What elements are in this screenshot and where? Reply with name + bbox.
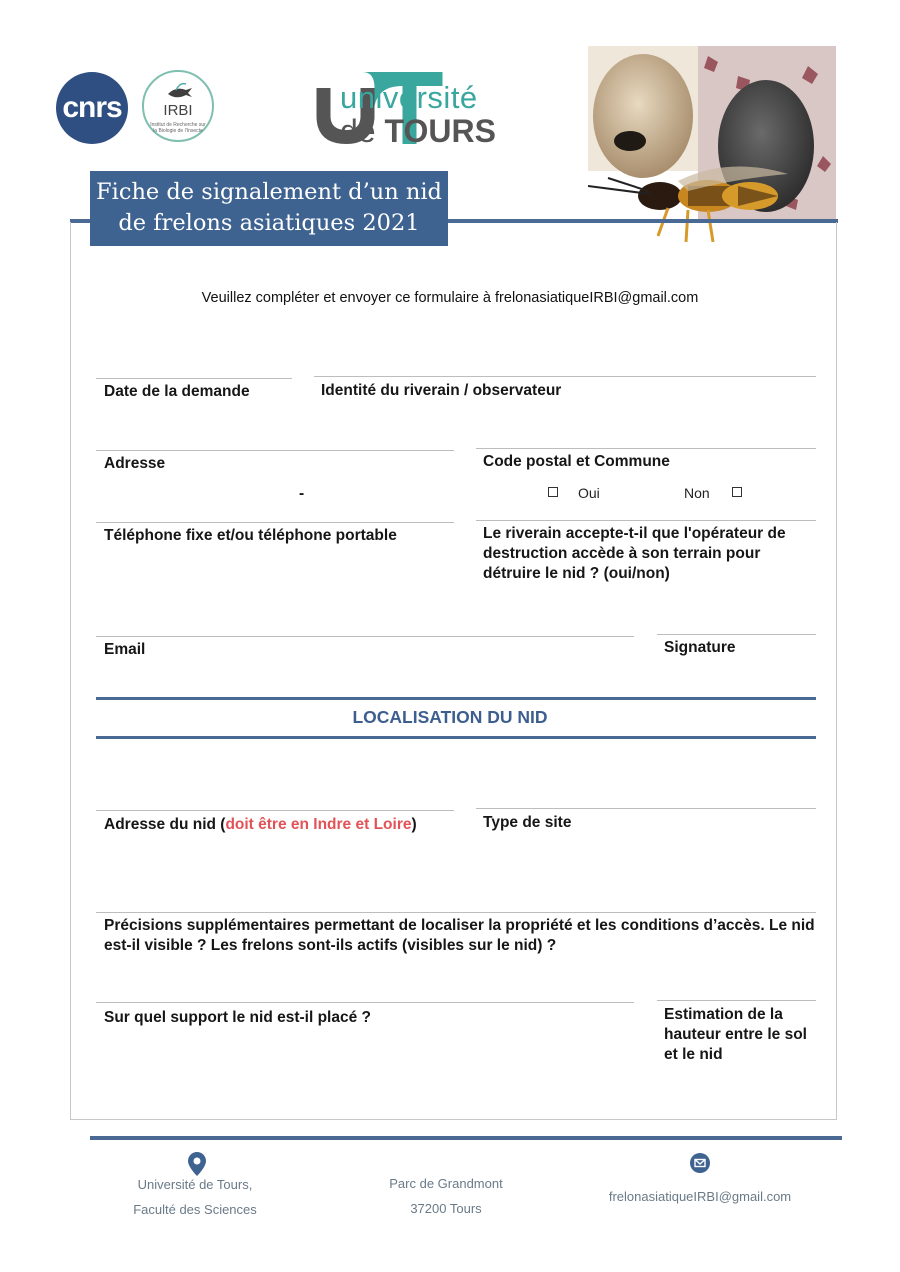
footer-col1-line2: Faculté des Sciences <box>133 1202 257 1217</box>
cnrs-logo <box>56 72 128 144</box>
details-field-line[interactable] <box>96 912 816 913</box>
footer-rule <box>90 1136 842 1140</box>
form-title-line2: de frelons asiatiques 2021 <box>118 210 420 236</box>
height-label <box>664 1005 807 1065</box>
footer-email[interactable]: frelonasiatiqueIRBI@gmail.com <box>608 1189 792 1204</box>
height-label-line2: hauteur entre le sol <box>664 1026 807 1043</box>
yes-label: Oui <box>578 485 600 501</box>
address-label: Adresse <box>104 455 166 472</box>
no-checkbox[interactable] <box>732 487 742 497</box>
footer-col2-line2: 37200 Tours <box>410 1201 482 1216</box>
date-label: Date de la demande <box>104 383 250 400</box>
support-field-line[interactable] <box>96 1002 634 1003</box>
nest-address-label-start: Adresse du nid ( <box>104 816 226 833</box>
email-label: Email <box>104 641 146 658</box>
intro-text: Veuillez compléter et envoyer ce formulaire à frelonasiatiqueIRBI@gmail.com <box>201 290 699 306</box>
height-label-line1: Estimation de la <box>664 1006 783 1023</box>
address-field-line[interactable] <box>96 450 454 451</box>
postal-label: Code postal et Commune <box>483 453 670 470</box>
consent-label-line3: détruire le nid ? (oui/non) <box>483 565 670 582</box>
university-logo-de: de <box>340 113 376 149</box>
details-label-line1: Précisions supplémentaires permettant de localiser la propriété et les conditions d’accès. Le nid <box>104 917 815 934</box>
support-label: Sur quel support le nid est-il placé ? <box>104 1009 371 1026</box>
footer-col1-line1: Université de Tours, <box>137 1177 253 1192</box>
identity-field-line[interactable] <box>314 376 816 377</box>
height-field-line[interactable] <box>657 1000 816 1001</box>
signature-field-line[interactable] <box>657 634 816 635</box>
irbi-logo <box>142 70 214 142</box>
consent-label-line2: destruction accède à son terrain pour <box>483 545 761 562</box>
email-field-line[interactable] <box>96 636 634 637</box>
consent-label <box>483 524 786 584</box>
identity-label: Identité du riverain / observateur <box>321 382 562 399</box>
phone-label: Téléphone fixe et/ou téléphone portable <box>104 527 397 544</box>
footer-address-col <box>110 1172 280 1222</box>
details-label-line2: est-il visible ? Les frelons sont-ils actifs (visibles sur le nid) ? <box>104 937 557 954</box>
height-label-line3: et le nid <box>664 1046 723 1063</box>
site-type-field-line[interactable] <box>476 808 816 809</box>
signature-label: Signature <box>664 639 736 656</box>
footer-location-col <box>366 1171 526 1221</box>
form-frame <box>70 222 837 1120</box>
form-title-line1: Fiche de signalement d’un nid <box>96 179 442 205</box>
insect-icon <box>166 82 194 104</box>
section-rule-bottom <box>96 736 816 739</box>
university-logo-line2 <box>340 113 496 150</box>
nest-address-field-line[interactable] <box>96 810 454 811</box>
no-label: Non <box>684 485 710 501</box>
yes-checkbox[interactable] <box>548 487 558 497</box>
university-logo-tours: TOURS <box>384 113 496 149</box>
cnrs-logo-text: cnrs <box>62 91 122 124</box>
irbi-logo-text: IRBI <box>163 102 193 119</box>
nest-address-label-end: ) <box>411 816 417 833</box>
phone-field-line[interactable] <box>96 522 454 523</box>
university-logo-line1: université <box>340 80 478 115</box>
site-type-label: Type de site <box>483 814 572 831</box>
postal-field-line[interactable] <box>476 448 816 449</box>
section-title: LOCALISATION DU NID <box>352 707 548 727</box>
date-field-line[interactable] <box>96 378 292 379</box>
consent-label-line1: Le riverain accepte-t-il que l'opérateur de <box>483 525 786 542</box>
address-dash: - <box>299 485 305 502</box>
consent-field-line[interactable] <box>476 520 816 521</box>
hornet-nest-photo <box>588 46 836 242</box>
footer-col2-line1: Parc de Grandmont <box>389 1176 503 1191</box>
email-icon <box>690 1153 710 1173</box>
nest-address-label <box>104 815 417 835</box>
section-rule-top <box>96 697 816 700</box>
irbi-logo-subtext: Institut de Recherche sur la Biologie de l'Insecte <box>150 122 206 134</box>
nest-address-requirement: doit être en Indre et Loire <box>225 816 412 833</box>
details-label <box>104 916 815 956</box>
